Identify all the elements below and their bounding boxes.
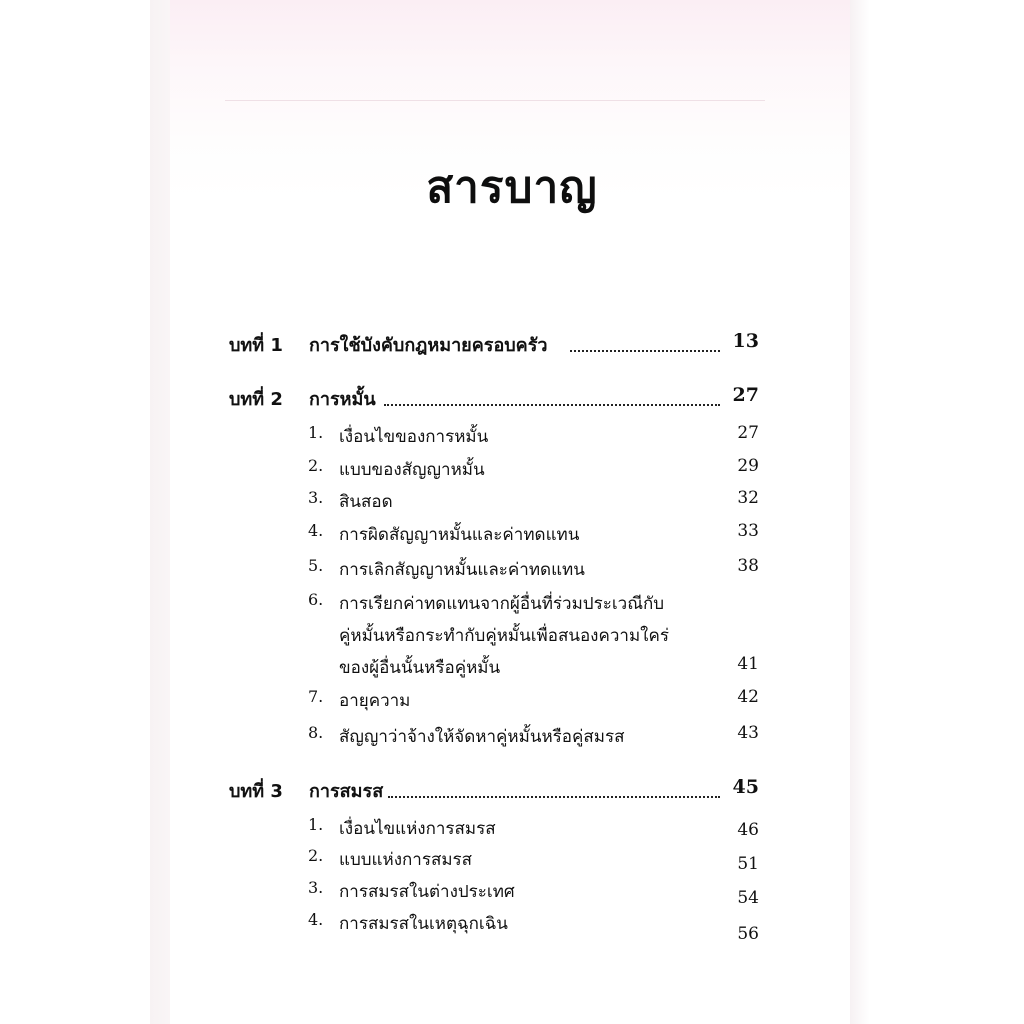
chapter-page: 27 [732,384,759,406]
section-number: 5. [308,556,324,575]
toc-section-continued[interactable] [0,654,1024,690]
section-number: 6. [308,590,324,609]
chapter-page: 13 [732,330,759,352]
section-number: 8. [308,723,324,742]
toc-chapter-2[interactable] [0,384,1024,420]
section-title: อายุความ [339,691,411,711]
section-number: 3. [308,488,324,507]
section-number: 4. [308,910,324,929]
toc-section[interactable] [0,556,1024,592]
toc-section[interactable] [0,423,1024,459]
section-title: แบบแห่งการสมรส [339,850,473,870]
leader-dots [570,348,720,352]
section-title: สัญญาว่าจ้างให้จัดหาคู่หมั้นหรือคู่สมรส [339,727,625,747]
section-title: การสมรสในต่างประเทศ [339,882,515,902]
section-page: 56 [737,924,759,944]
section-page: 41 [737,654,759,674]
section-page: 51 [737,854,759,874]
section-title: เงื่อนไขของการหมั้น [339,427,489,447]
section-number: 2. [308,456,324,475]
toc-section[interactable] [0,910,1024,946]
section-number: 7. [308,687,324,706]
section-number: 1. [308,423,324,442]
section-title-line: คู่หมั้นหรือกระทำกับคู่หมั้นเพื่อสนองความใคร่ [339,626,669,646]
section-title: การสมรสในเหตุฉุกเฉิน [339,914,508,934]
section-page: 29 [737,456,759,476]
section-page: 46 [737,820,759,840]
toc-section[interactable] [0,723,1024,759]
toc-section[interactable] [0,521,1024,557]
section-page: 27 [737,423,759,443]
leader-dots [388,794,720,798]
section-page: 43 [737,723,759,743]
section-number: 3. [308,878,324,897]
toc-section[interactable] [0,878,1024,914]
chapter-page: 45 [732,776,759,798]
chapter-title: การหมั้น [309,389,376,410]
chapter-title: การสมรส [309,781,384,802]
toc-section[interactable] [0,846,1024,882]
page-title: สารบาญ [426,162,598,213]
toc-section[interactable] [0,687,1024,723]
section-title: เงื่อนไขแห่งการสมรส [339,819,496,839]
section-title: แบบของสัญญาหมั้น [339,460,485,480]
toc-chapter-3[interactable] [0,776,1024,812]
chapter-label: บทที่ 1 [229,335,283,356]
section-title-line: ของผู้อื่นนั้นหรือคู่หมั้น [339,658,501,678]
section-title: สินสอด [339,492,393,512]
section-page: 54 [737,888,759,908]
section-number: 1. [308,815,324,834]
section-page: 33 [737,521,759,541]
toc-section[interactable] [0,456,1024,492]
section-number: 2. [308,846,324,865]
chapter-label: บทที่ 3 [229,781,283,802]
section-page: 32 [737,488,759,508]
section-page: 38 [737,556,759,576]
toc-section[interactable] [0,590,1024,626]
section-title: การเลิกสัญญาหมั้นและค่าทดแทน [339,560,585,580]
chapter-title: การใช้บังคับกฎหมายครอบครัว [309,335,548,356]
leader-dots [384,402,720,406]
section-page: 42 [737,687,759,707]
toc-section-continued[interactable] [0,622,1024,658]
section-title: การผิดสัญญาหมั้นและค่าทดแทน [339,525,580,545]
section-number: 4. [308,521,324,540]
chapter-label: บทที่ 2 [229,389,283,410]
toc-section[interactable] [0,488,1024,524]
section-title: การเรียกค่าทดแทนจากผู้อื่นที่ร่วมประเวณีกับ [339,594,665,614]
toc-chapter-1[interactable] [0,330,1024,366]
